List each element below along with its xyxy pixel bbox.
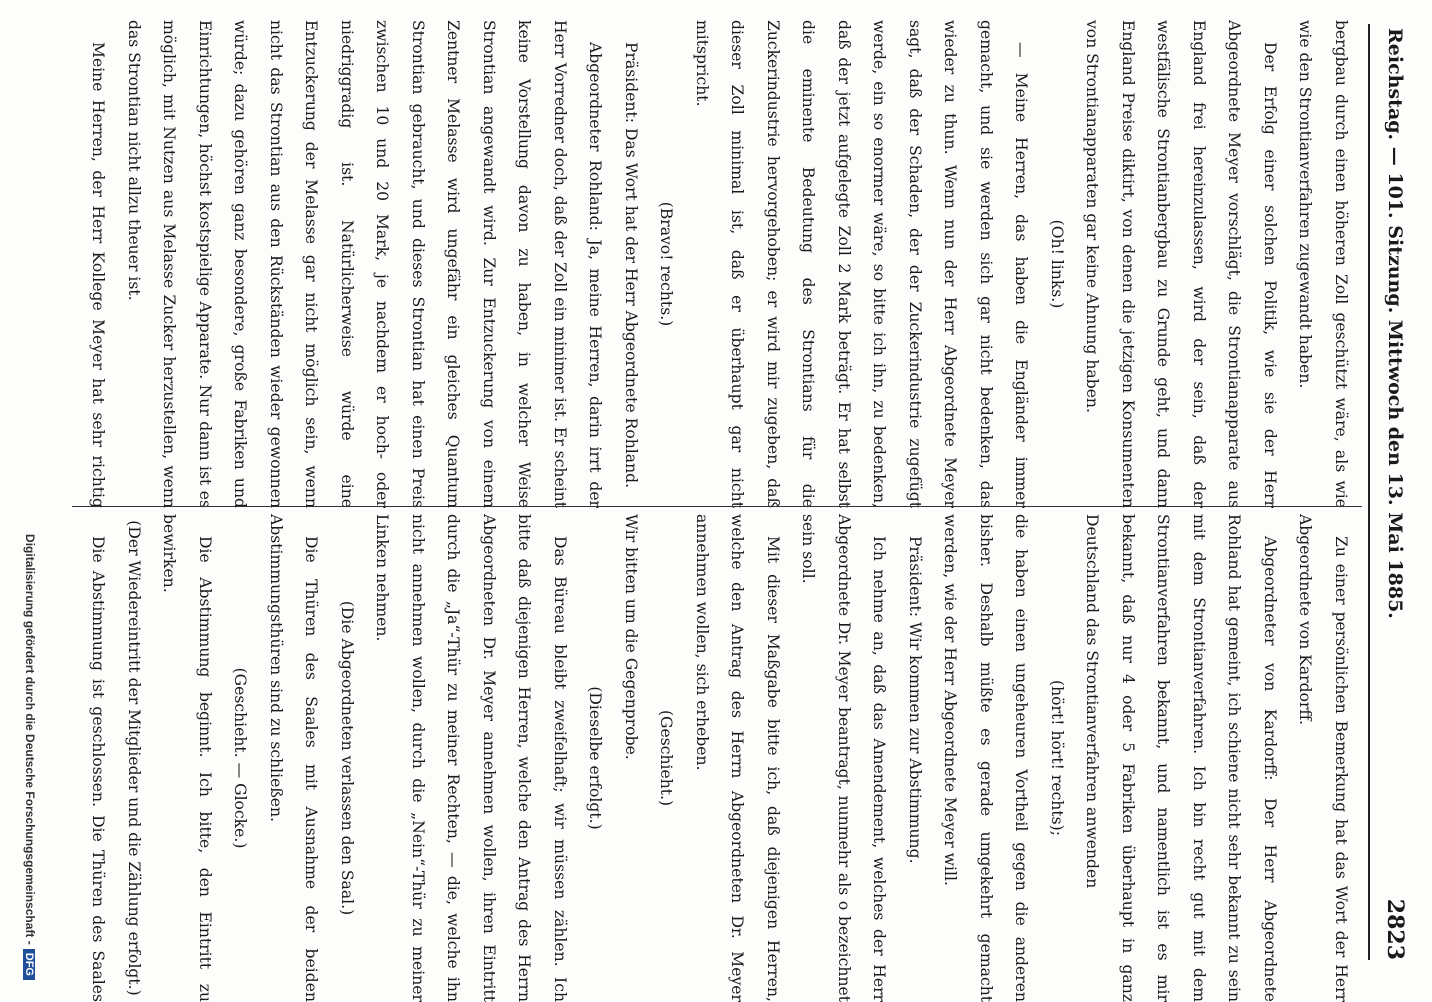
paragraph: Meine Herren, der Herr Kollege Meyer hat sehr richtig (89, 42, 108, 508)
paragraph: Die Abstimmung beginnt. Ich bitte, den Eintritt zu bewirken. (160, 514, 214, 1002)
paragraph: Mit dieser Maßgabe bitte ich, daß diejenigen Herren, welche den Antrag des Herrn Abgeordneten Dr. Meyer annehmen wollen, sich erheben. (693, 514, 782, 1002)
header-title: Reichstag. — 101. Sitzung. Mittwoch den 13. Mai 1885. (1384, 28, 1406, 619)
text-column-left (78, 20, 1358, 508)
paragraph: die haben einen ungeheuren Vortheil gegen die anderen bisher. Deshalb müßte es gerade umgekehrt gemacht werden, wie der Herr Abgeordnete Meyer will. (941, 514, 1031, 1002)
paragraph: Zu einer persönlichen Bemerkung hat das Wort der Herr Abgeordnete von Kardorff. (1296, 514, 1350, 1002)
stage-direction: (Oh! links.) (1048, 219, 1066, 309)
paragraph: Wir bitten um die Gegenprobe. (622, 514, 640, 760)
stage-direction: (hört! hört! rechts); (1048, 680, 1066, 836)
paragraph: Der Erfolg einer solchen Politik, wie sie der Herr Abgeordnete Meyer vorschlägt, die Strontianapparate aus England frei hereinzulassen, wird der sein, daß der westfälische Strontianbergbau zu Grunde geht, und dann England Preise diktirt, von denen die jetzigen Konsumenten von Strontianapparaten gar keine Ahnung haben. (1083, 20, 1279, 508)
paragraph: — Meine Herren, das haben die Engländer immer gemacht, und sie werden sich gar nicht bedenken, das wieder zu thun. Wenn nun der Herr Abgeordnete Meyer sagt, daß der Schaden, der der Zuckerindustrie zugefügt werde, ein so enormer wäre, so bitte ich ihn, zu bedenken, daß der jetzt aufgelegte Zoll 2 Mark beträgt. Er hat selbst die eminente Bedeutung des Strontians für die Zuckerindustrie hervorgehoben; er wird mir zugeben, daß dieser Zoll minimal ist, daß er überhaupt gar nicht mitspricht. (693, 20, 1031, 508)
header-rule (1368, 24, 1370, 960)
running-header (1378, 28, 1412, 960)
stage-direction: (Dieselbe erfolgt.) (586, 686, 605, 830)
paragraph: Das Büreau bleibt zweifelhaft; wir müssen zählen. Ich bitte daß diejenigen Herren, welche den Antrag des Herrn Abgeordneten Dr. Meyer annehmen wollen, ihren Eintritt durch die „Ja“-Thür zu meiner Rechten, — die, welche ihn nicht annehmen wollen, durch die „Nein“-Thür zu meiner Linken nehmen. (373, 514, 569, 1002)
paragraph: Die Abstimmung ist geschlossen. Die Thüren des Saales (89, 536, 108, 1002)
dfg-logo: DFG (23, 949, 35, 980)
column-divider (72, 506, 1362, 507)
digitization-credit (23, 20, 37, 980)
paragraph: Die Thüren des Saales mit Ausnahme der beiden Abstimmungsthüren sind zu schließen. (267, 514, 321, 1002)
page-number: 2823 (1382, 898, 1408, 960)
paragraph: bergbau durch einen höheren Zoll geschützt wäre, als wie wie den Strontianverfahren zugewandt haben. (1296, 20, 1350, 508)
paragraph: Ich nehme an, daß das Amendement, welches der Herr Abgeordnete Dr. Meyer beantragt, nunmehr als o bezeichnet sein soll. (799, 514, 889, 1002)
credit-text: Digitalisierung gefördert durch die Deutsche Forschungsgemeinschaft - (23, 534, 37, 945)
paragraph: Abgeordneter von Kardorff: Der Herr Abgeordnete Rohland hat gemeint, ich schiene nicht sehr bekannt zu sein mit dem Strontianverfahren. Ich bin recht gut mit dem Strontianverfahren bekannt, und namentlich ist es mir bekannt, daß nur 4 oder 5 Fabriken überhaupt in ganz Deutschland das Strontianverfahren anwenden (1083, 514, 1279, 1002)
stage-direction: (Geschieht.) (657, 709, 676, 807)
stage-direction: (Bravo! rechts.) (657, 201, 676, 327)
stage-direction: (Die Abgeordneten verlassen den Saal.) (338, 600, 356, 916)
paragraph: Präsident: Wir kommen zur Abstimmung. (906, 536, 924, 864)
paragraph: Abgeordneter Rohland: Ja, meine Herren, darin irrt der Herr Vorredner doch, daß der Zoll ein minimer ist. Er scheint keine Vorstellung davon zu haben, in welcher Weise Strontian angewandt wird. Zur Entzuckerung von einem Zentner Melasse wird ungefähr ein gleiches Quantum Strontian gebraucht, und dieses Strontian hat einen Preis zwischen 10 und 20 Mark, je nachdem er hoch- oder niedriggradig ist. Natürlicherweise würde eine Entzuckerung der Melasse gar nicht möglich sein, wenn nicht das Strontian aus den Rückständen wieder gewonnen würde; dazu gehören ganz besondere, große Fabriken und Einrichtungen, höchst kostspielige Apparate. Nur dann ist es möglich, mit Nutzen aus Melasse Zucker herzustellen, wenn das Strontian nicht allzu theuer ist. (125, 20, 605, 508)
paragraph: Präsident: Das Wort hat der Herr Abgeordnete Rohland. (622, 42, 640, 489)
stage-direction: (Geschieht. — Glocke.) (231, 667, 250, 849)
stage-direction: (Der Wiedereintritt der Mitglieder und die Zählung erfolgt.) (125, 520, 143, 996)
text-column-right (78, 514, 1358, 1002)
